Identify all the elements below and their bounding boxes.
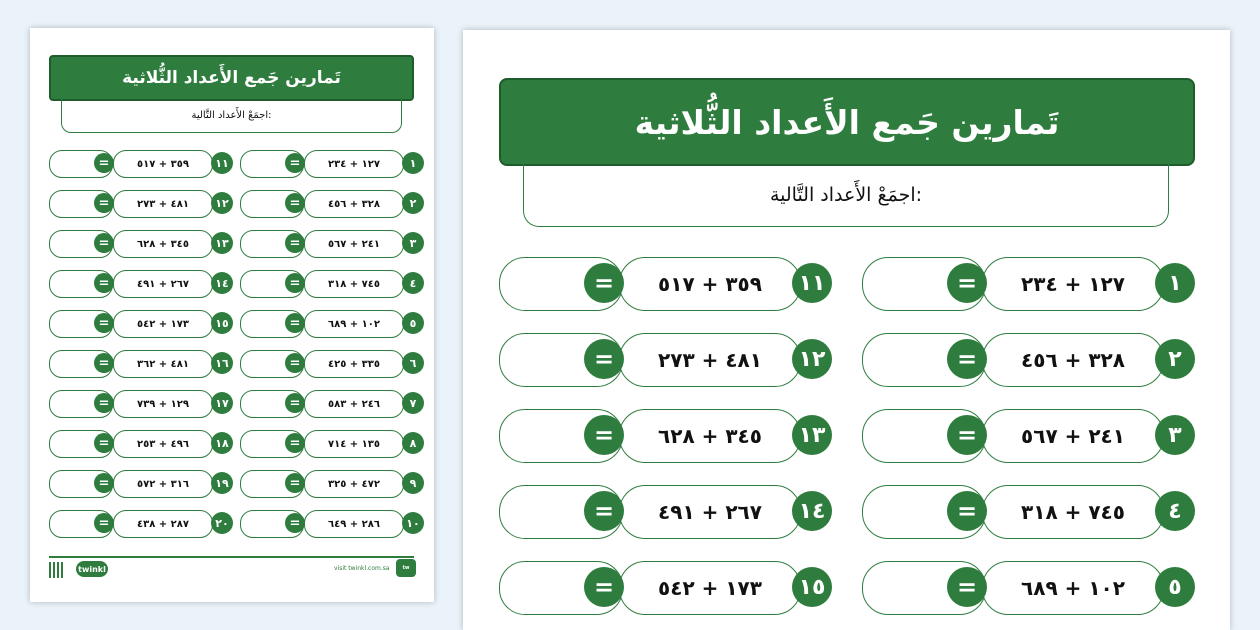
problem-number-badge: ١٩	[211, 472, 233, 494]
problem-row	[862, 257, 1194, 309]
expression-text: ١٠٢ + ٦٨٩	[328, 318, 380, 330]
problem-row	[49, 150, 229, 176]
problem-row	[49, 510, 229, 536]
problem-row	[499, 485, 831, 537]
expression-text: ١٧٣ + ٥٤٢	[658, 576, 762, 600]
expression-box	[113, 430, 213, 458]
problem-row	[499, 409, 831, 461]
expression-text: ١٢٩ + ٧٣٩	[137, 398, 189, 410]
expression-text: ٢٤١ + ٥٦٧	[1021, 424, 1125, 448]
expression-box	[304, 270, 404, 298]
problem-row	[499, 561, 831, 613]
problem-number-badge: ٦	[402, 352, 424, 374]
expression-box	[304, 350, 404, 378]
problem-number-badge: ١٥	[211, 312, 233, 334]
problem-number-badge: ٣	[1155, 415, 1195, 455]
problem-row	[862, 409, 1194, 461]
expression-box	[982, 485, 1164, 539]
expression-box	[113, 150, 213, 178]
problem-number-badge: ٨	[402, 432, 424, 454]
equals-icon: =	[285, 393, 305, 413]
equals-icon: =	[947, 263, 987, 303]
expression-box	[304, 510, 404, 538]
equals-icon: =	[285, 473, 305, 493]
expression-text: ٢٤١ + ٥٦٧	[328, 238, 380, 250]
expression-box	[982, 561, 1164, 615]
equals-icon: =	[94, 233, 114, 253]
problem-row	[862, 333, 1194, 385]
expression-box	[304, 230, 404, 258]
equals-icon: =	[285, 193, 305, 213]
equals-icon: =	[947, 491, 987, 531]
equals-icon: =	[94, 353, 114, 373]
expression-box	[304, 470, 404, 498]
expression-box	[982, 409, 1164, 463]
expression-text: ٤٨١ + ٢٧٣	[658, 348, 762, 372]
problem-row	[49, 270, 229, 296]
equals-icon: =	[94, 153, 114, 173]
problem-row	[49, 470, 229, 496]
expression-box	[619, 561, 801, 615]
expression-text: ٤٧٢ + ٣٢٥	[328, 478, 380, 490]
expression-text: ٧٤٥ + ٣١٨	[328, 278, 380, 290]
problem-number-badge: ٥	[1155, 567, 1195, 607]
expression-text: ٤٨١ + ٢٧٣	[137, 198, 189, 210]
problem-row	[49, 350, 229, 376]
problem-number-badge: ١١	[211, 152, 233, 174]
expression-box	[982, 333, 1164, 387]
problem-number-badge: ٤	[402, 272, 424, 294]
expression-text: ٣٥٩ + ٥١٧	[658, 272, 762, 296]
twinkl-logo: twinkl	[76, 561, 108, 577]
equals-icon: =	[584, 491, 624, 531]
problem-row	[49, 310, 229, 336]
expression-text: ١٢٧ + ٢٣٤	[328, 158, 380, 170]
expression-box	[113, 350, 213, 378]
problem-row	[240, 190, 416, 216]
qr-code-icon	[49, 562, 65, 578]
expression-text: ٣١٦ + ٥٧٢	[137, 478, 189, 490]
problem-number-badge: ٢	[1155, 339, 1195, 379]
equals-icon: =	[947, 567, 987, 607]
equals-icon: =	[94, 393, 114, 413]
problem-number-badge: ١٣	[792, 415, 832, 455]
small-worksheet-page	[30, 28, 434, 602]
problem-row	[862, 485, 1194, 537]
problem-number-badge: ١	[1155, 263, 1195, 303]
expression-text: ٢٦٧ + ٤٩١	[658, 500, 762, 524]
expression-box	[113, 270, 213, 298]
equals-icon: =	[947, 415, 987, 455]
expression-box	[304, 390, 404, 418]
problem-row	[499, 333, 831, 385]
expression-box	[982, 257, 1164, 311]
small-page-instruction: اجمَعْ الأَعداد التَّالية:	[61, 99, 402, 133]
problem-number-badge: ٥	[402, 312, 424, 334]
problem-number-badge: ١٤	[792, 491, 832, 531]
equals-icon: =	[94, 313, 114, 333]
problem-row	[499, 257, 831, 309]
expression-text: ٣٣٥ + ٤٢٥	[328, 358, 380, 370]
problem-row	[240, 510, 420, 536]
equals-icon: =	[584, 567, 624, 607]
equals-icon: =	[94, 273, 114, 293]
small-page-title: تَمارين جَمع الأَعداد الثُّلاثية	[49, 55, 414, 101]
problem-number-badge: ٤	[1155, 491, 1195, 531]
expression-box	[304, 150, 404, 178]
problem-row	[49, 430, 229, 456]
equals-icon: =	[285, 433, 305, 453]
expression-box	[113, 390, 213, 418]
expression-box	[113, 510, 213, 538]
equals-icon: =	[94, 513, 114, 533]
problem-row	[240, 230, 416, 256]
equals-icon: =	[285, 233, 305, 253]
expression-text: ٣٥٩ + ٥١٧	[137, 158, 189, 170]
problem-number-badge: ٢٠	[211, 512, 233, 534]
problem-row	[49, 190, 229, 216]
problem-row	[240, 470, 416, 496]
equals-icon: =	[285, 153, 305, 173]
equals-icon: =	[285, 273, 305, 293]
large-page-title: تَمارين جَمع الأَعداد الثُّلاثية	[499, 78, 1195, 166]
problem-number-badge: ١٢	[792, 339, 832, 379]
problem-number-badge: ١٤	[211, 272, 233, 294]
equals-icon: =	[285, 353, 305, 373]
expression-box	[113, 310, 213, 338]
expression-box	[304, 190, 404, 218]
expression-text: ٢٤٦ + ٥٨٣	[328, 398, 380, 410]
problem-number-badge: ١٣	[211, 232, 233, 254]
expression-text: ٤٩٦ + ٢٥٣	[137, 438, 189, 450]
expression-box	[113, 190, 213, 218]
problem-row	[49, 390, 229, 416]
equals-icon: =	[94, 473, 114, 493]
site-text: visit twinkl.com.sa	[334, 565, 390, 572]
expression-text: ٣٤٥ + ٦٢٨	[658, 424, 762, 448]
expression-text: ٧٤٥ + ٣١٨	[1021, 500, 1125, 524]
problem-row	[240, 150, 416, 176]
expression-box	[304, 310, 404, 338]
problem-number-badge: ٩	[402, 472, 424, 494]
problem-number-badge: ٣	[402, 232, 424, 254]
expression-text: ١٢٧ + ٢٣٤	[1021, 272, 1125, 296]
problem-row	[49, 230, 229, 256]
problem-row	[240, 430, 416, 456]
problem-number-badge: ٧	[402, 392, 424, 414]
expression-box	[619, 485, 801, 539]
equals-icon: =	[94, 193, 114, 213]
expression-text: ١٣٥ + ٧١٤	[328, 438, 380, 450]
problem-number-badge: ١٥	[792, 567, 832, 607]
problem-row	[862, 561, 1194, 613]
equals-icon: =	[94, 433, 114, 453]
problem-number-badge: ١٦	[211, 352, 233, 374]
expression-text: ٢٨٧ + ٤٣٨	[137, 518, 189, 530]
problem-row	[240, 270, 416, 296]
large-page-instruction: اجمَعْ الأَعداد التَّالية:	[523, 164, 1169, 227]
equals-icon: =	[584, 339, 624, 379]
expression-text: ١٧٣ + ٥٤٢	[137, 318, 189, 330]
equals-icon: =	[285, 513, 305, 533]
equals-icon: =	[947, 339, 987, 379]
expression-text: ٣٢٨ + ٤٥٦	[328, 198, 380, 210]
expression-box	[304, 430, 404, 458]
expression-box	[619, 409, 801, 463]
problem-number-badge: ١٠	[402, 512, 424, 534]
equals-icon: =	[584, 415, 624, 455]
expression-box	[619, 257, 801, 311]
expression-box	[113, 230, 213, 258]
problem-number-badge: ١٢	[211, 192, 233, 214]
problem-number-badge: ١	[402, 152, 424, 174]
expression-box	[113, 470, 213, 498]
large-worksheet-page	[463, 30, 1230, 630]
problem-number-badge: ٢	[402, 192, 424, 214]
expression-box	[619, 333, 801, 387]
equals-icon: =	[285, 313, 305, 333]
twinkl-badge-icon: tw	[396, 559, 416, 577]
expression-text: ٢٦٧ + ٤٩١	[137, 278, 189, 290]
expression-text: ٢٨٦ + ٦٤٩	[328, 518, 380, 530]
expression-text: ٣٢٨ + ٤٥٦	[1021, 348, 1125, 372]
expression-text: ٤٨١ + ٣٦٢	[137, 358, 189, 370]
problem-number-badge: ١١	[792, 263, 832, 303]
equals-icon: =	[584, 263, 624, 303]
small-footer-line	[49, 556, 414, 558]
expression-text: ١٠٢ + ٦٨٩	[1021, 576, 1125, 600]
problem-row	[240, 310, 416, 336]
problem-number-badge: ١٧	[211, 392, 233, 414]
problem-row	[240, 390, 416, 416]
expression-text: ٣٤٥ + ٦٢٨	[137, 238, 189, 250]
problem-number-badge: ١٨	[211, 432, 233, 454]
problem-row	[240, 350, 416, 376]
